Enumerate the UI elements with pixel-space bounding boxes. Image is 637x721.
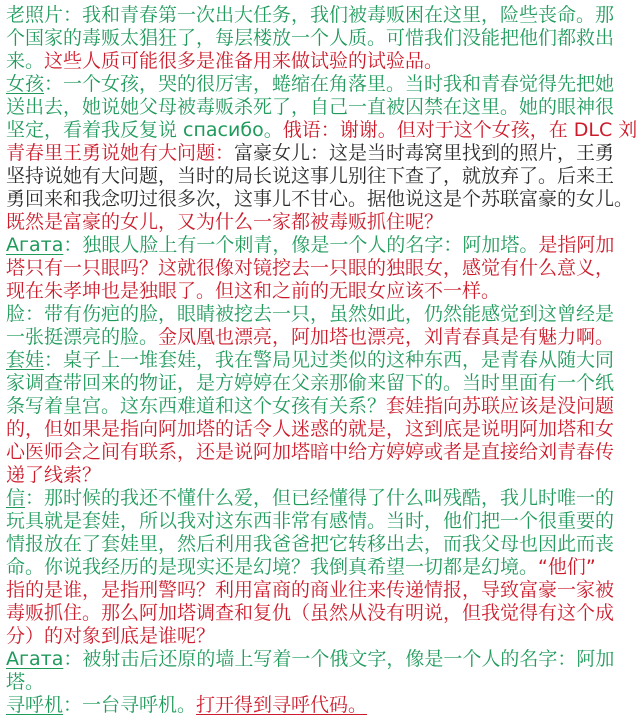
text-line	[6, 188, 634, 211]
text-line	[6, 441, 615, 464]
commentary-text-segment: 分）的对象到底是谁呢？	[6, 625, 216, 647]
underlined-text-segment: Агата	[6, 234, 64, 256]
text-line	[6, 96, 615, 119]
text-line	[6, 234, 615, 257]
text-segment: 条写着皇宫。这东西难道和这个女孩有关系？	[6, 395, 387, 417]
text-segment: 家调查带回来的物证，是方婷婷在父亲那偷来留下的。当时里面有一个纸	[6, 372, 615, 394]
commentary-text-segment: 是指阿加	[538, 234, 615, 256]
underlined-text-segment: 信	[6, 487, 26, 509]
text-segment: ：被射击后还原的墙上写着一个俄文字，像是一个人的名字：阿加	[63, 648, 615, 670]
text-line	[6, 556, 595, 579]
text-segment: 坚定，看着我反复说 спасибо。	[6, 119, 283, 141]
text-line	[6, 602, 615, 625]
text-line	[6, 349, 615, 372]
text-line	[6, 510, 615, 533]
text-line	[6, 119, 637, 142]
commentary-text-segment: 指的是谁，是指刑警吗？利用富商的商业往来传递情报，导致富豪一家被	[6, 579, 615, 601]
text-segment: 一张挺漂亮的脸。	[6, 326, 159, 348]
text-line	[6, 303, 615, 326]
text-line	[6, 142, 615, 165]
text-line	[6, 165, 615, 188]
text-line	[6, 50, 595, 73]
text-segment: 送出去，她说她父母被毒贩杀死了，自己一直被囚禁在这里。她的眼神很	[6, 96, 615, 118]
text-segment: 个国家的毒贩太猖狂了，每层楼放一个人质。可惜我们没能把他们都救出	[6, 27, 615, 49]
commentary-text-segment: 心医师会之间有联系，还是说阿加塔暗中给方婷婷或者是直接给刘青春传	[6, 441, 615, 463]
text-line	[6, 4, 615, 27]
text-line	[6, 211, 595, 234]
text-segment: 情报放在了套娃里，然后利用我爸爸把它转移出去，而我父母也因此而丧	[6, 533, 615, 555]
text-line	[6, 73, 615, 96]
text-line	[6, 625, 595, 648]
text-segment: 坚持说她有大问题，当时的局长说这事儿别往下查了，就放弃了。后来王	[6, 165, 615, 187]
text-segment: ：独眼人脸上有一个刺青，像是一个人的名字：阿加塔。	[63, 234, 539, 256]
commentary-text-segment: 这些人质可能很多是准备用来做试验的试验品。	[44, 50, 444, 72]
text-segment: 来。	[6, 50, 45, 72]
text-segment: 脸：带有伤疤的脸，眼睛被挖去一只，虽然如此，仍然能感觉到这曾经是	[6, 303, 615, 325]
underlined-text-segment: 寻呼机	[6, 694, 64, 716]
underlined-text-segment: 女孩	[6, 73, 45, 95]
text-line	[6, 579, 615, 602]
text-segment: 富豪女儿：这是当时毒窝里找到的照片，王勇	[234, 142, 615, 164]
commentary-text-segment: 青春里王勇说她有大问题：	[6, 142, 235, 164]
commentary-text-segment: 的，但如果是指向阿加塔的话令人迷惑的就是，这到底是说明阿加塔和女	[6, 418, 615, 440]
text-segment: 命。你说我经历的是现实还是幻境？我倒真希望一切都是幻境。	[6, 556, 539, 578]
commentary-text-segment: “他们”	[538, 556, 596, 578]
text-segment: ：一台寻呼机。	[63, 694, 197, 716]
text-line	[6, 395, 615, 418]
text-line	[6, 487, 615, 510]
text-line	[6, 418, 615, 441]
commentary-text-segment: 套娃指向苏联应该是没问题	[386, 395, 615, 417]
underlined-text-segment: Агата	[6, 648, 64, 670]
text-segment: 勇回来和我念叨过很多次，这事儿不甘心。据他说这是个苏联富豪的女儿。	[6, 188, 634, 210]
text-line	[6, 648, 615, 671]
commentary-text-segment: 俄语：谢谢。但对于这个女孩，在 DLC 刘	[282, 119, 637, 141]
commentary-text-segment: 塔只有一只眼吗？这就很像对镜挖去一只眼的独眼女，感觉有什么意义，	[6, 257, 615, 279]
commentary-text-segment: 毒贩抓住。那么阿加塔调查和复仇（虽然从没有明说，但我觉得有这个成	[6, 602, 615, 624]
text-line	[6, 464, 595, 487]
text-segment: ：那时候的我还不懂什么爱，但已经懂得了什么叫残酷，我儿时唯一的	[25, 487, 615, 509]
text-line	[6, 27, 615, 50]
text-line	[6, 326, 615, 349]
text-segment: ：一个女孩，哭的很厉害，蜷缩在角落里。当时我和青春觉得先把她	[44, 73, 615, 95]
commentary-text-segment: 既然是富豪的女儿，又为什么一家都被毒贩抓住呢？	[6, 211, 444, 233]
text-line	[6, 280, 595, 303]
annotated-document-text	[6, 4, 637, 717]
text-segment: 玩具就是套娃，所以我对这东西非常有感情。当时，他们把一个很重要的	[6, 510, 615, 532]
commentary-text-segment: 金凤凰也漂亮，阿加塔也漂亮，刘青春真是有魅力啊。	[158, 326, 615, 348]
text-line	[6, 671, 595, 694]
underlined-text-segment: 打开得到寻呼代码。	[196, 694, 368, 716]
text-segment: 塔。	[6, 671, 45, 693]
text-line	[6, 257, 615, 280]
text-line	[6, 533, 615, 556]
underlined-text-segment: 套娃	[6, 349, 45, 371]
commentary-text-segment: 现在朱孝坤也是独眼了。但这和之前的无眼女应该不一样。	[6, 280, 501, 302]
text-line	[6, 694, 595, 717]
text-segment: ：桌子上一堆套娃，我在警局见过类似的这种东西，是青春从随大同	[44, 349, 615, 371]
text-segment: 老照片：我和青春第一次出大任务，我们被毒贩困在这里，险些丧命。那	[6, 4, 615, 26]
text-line	[6, 372, 615, 395]
commentary-text-segment: 递了线索？	[6, 464, 102, 486]
